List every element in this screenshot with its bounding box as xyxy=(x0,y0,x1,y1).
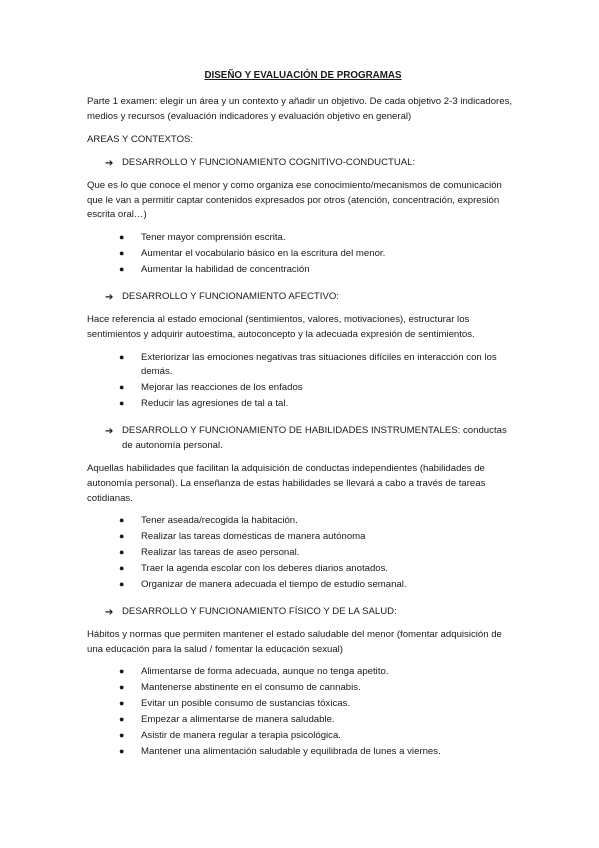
section-heading-text: DESARROLLO Y FUNCIONAMIENTO FÍSICO Y DE LA SALUD: xyxy=(122,605,397,617)
list-item-text: Evitar un posible consumo de sustancias tóxicas. xyxy=(141,698,351,710)
list-item-text: Realizar las tareas domésticas de manera autónoma xyxy=(141,531,366,543)
section-description: Hace referencia al estado emocional (sentimientos, valores, motivaciones), estructurar los sentimientos y adquirir autoestima, autoconcepto y la adecuada expresión de sentimientos. xyxy=(87,313,475,340)
bullet-list xyxy=(87,514,519,592)
section-heading-text: DESARROLLO Y FUNCIONAMIENTO AFECTIVO: xyxy=(122,290,339,302)
arrow-right-icon: ➔ xyxy=(105,157,114,169)
bullet-icon: ● xyxy=(119,666,125,677)
section-heading xyxy=(105,156,519,171)
bullet-icon: ● xyxy=(119,698,125,709)
list-item xyxy=(119,665,519,680)
bullet-icon: ● xyxy=(119,578,125,589)
bullet-icon: ● xyxy=(119,745,125,756)
document-title: DISEÑO Y EVALUACIÓN DE PROGRAMAS xyxy=(204,70,402,81)
list-item xyxy=(119,397,519,412)
list-item xyxy=(119,351,519,381)
list-item xyxy=(119,263,519,278)
list-item-text: Exteriorizar las emociones negativas tras situaciones difíciles en interacción con los demás. xyxy=(141,351,497,378)
bullet-list xyxy=(87,351,519,412)
bullet-icon: ● xyxy=(119,713,125,724)
section-heading xyxy=(105,605,519,620)
section-heading xyxy=(105,424,519,454)
bullet-icon: ● xyxy=(119,562,125,573)
bullet-icon: ● xyxy=(119,515,125,526)
bullet-icon: ● xyxy=(119,547,125,558)
bullet-icon: ● xyxy=(119,382,125,393)
section-heading-text: DESARROLLO Y FUNCIONAMIENTO DE HABILIDADES INSTRUMENTALES: conductas de autonomía personal. xyxy=(122,425,507,451)
bullet-icon: ● xyxy=(119,248,125,259)
list-item xyxy=(119,729,519,744)
list-item-text: Realizar las tareas de aseo personal. xyxy=(141,547,300,559)
list-item-text: Mejorar las reacciones de los enfados xyxy=(141,382,303,394)
list-item xyxy=(119,530,519,545)
list-item xyxy=(119,578,519,593)
list-item xyxy=(119,562,519,577)
list-item-text: Organizar de manera adecuada el tiempo de estudio semanal. xyxy=(141,578,407,590)
bullet-icon: ● xyxy=(119,232,125,243)
bullet-icon: ● xyxy=(119,729,125,740)
bullet-icon: ● xyxy=(119,531,125,542)
arrow-right-icon: ➔ xyxy=(105,606,114,618)
bullet-list xyxy=(87,231,519,278)
list-item-text: Asistir de manera regular a terapia psicológica. xyxy=(141,729,341,741)
list-item-text: Aumentar la habilidad de concentración xyxy=(141,264,310,276)
section-description: Aquellas habilidades que facilitan la adquisición de conductas independientes (habilidades de autonomía personal). La enseñanza de estas habilidades se llevará a cabo a través de tareas cotidianas. xyxy=(87,462,486,504)
list-item xyxy=(119,514,519,529)
section-heading-text: DESARROLLO Y FUNCIONAMIENTO COGNITIVO-CONDUCTUAL: xyxy=(122,156,416,168)
section-description: Que es lo que conoce el menor y como organiza ese conocimiento/mecanismos de comunicación que le van a permitir captar contenidos expresados por otros (atención, concentración, expresión escrita oral…) xyxy=(87,179,502,221)
list-item-text: Traer la agenda escolar con los deberes diarios anotados. xyxy=(141,562,389,574)
list-item-text: Tener aseada/recogida la habitación. xyxy=(141,515,298,527)
bullet-icon: ● xyxy=(119,351,125,362)
bullet-icon: ● xyxy=(119,264,125,275)
list-item-text: Alimentarse de forma adecuada, aunque no tenga apetito. xyxy=(141,666,389,678)
list-item xyxy=(119,381,519,396)
bullet-icon: ● xyxy=(119,398,125,409)
areas-label: AREAS Y CONTEXTOS: xyxy=(87,133,194,145)
bullet-list xyxy=(87,665,519,759)
list-item-text: Mantener una alimentación saludable y equilibrada de lunes a viernes. xyxy=(141,745,441,757)
list-item-text: Aumentar el vocabulario básico en la escritura del menor. xyxy=(141,248,386,260)
list-item xyxy=(119,681,519,696)
list-item xyxy=(119,745,519,760)
list-item xyxy=(119,713,519,728)
section-description: Hábitos y normas que permiten mantener el estado saludable del menor (fomentar adquisición de una educación para la salud / fomentar la educación sexual) xyxy=(87,628,502,655)
bullet-icon: ● xyxy=(119,682,125,693)
list-item-text: Tener mayor comprensión escrita. xyxy=(141,232,286,244)
list-item xyxy=(119,697,519,712)
intro-paragraph: Parte 1 examen: elegir un área y un contexto y añadir un objetivo. De cada objetivo 2-3 indicadores, medios y recursos (evaluación indicadores y evaluación objetivo en general) xyxy=(87,96,513,123)
list-item xyxy=(119,546,519,561)
section-heading xyxy=(105,290,519,305)
list-item-text: Reducir las agresiones de tal a tal. xyxy=(141,398,289,410)
list-item xyxy=(119,231,519,246)
list-item-text: Mantenerse abstinente en el consumo de cannabis. xyxy=(141,682,361,694)
list-item-text: Empezar a alimentarse de manera saludable. xyxy=(141,713,335,725)
list-item xyxy=(119,247,519,262)
arrow-right-icon: ➔ xyxy=(105,291,114,303)
arrow-right-icon: ➔ xyxy=(105,426,114,438)
sections-container xyxy=(87,156,519,760)
